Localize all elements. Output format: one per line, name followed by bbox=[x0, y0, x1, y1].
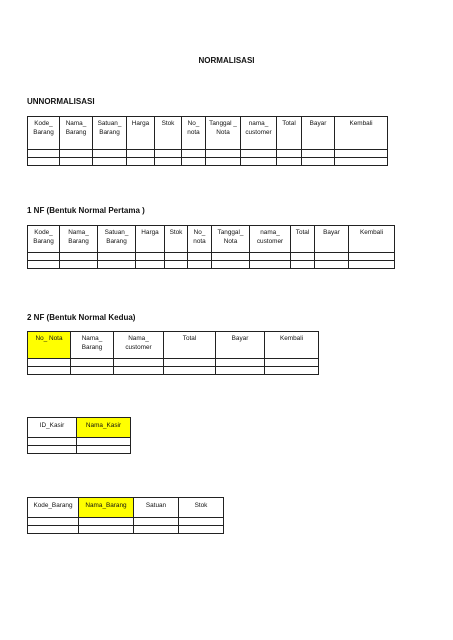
header-cell: Total bbox=[291, 226, 315, 253]
table-header-row bbox=[28, 498, 224, 518]
table-header-row bbox=[28, 418, 131, 438]
header-cell: nama_ customer bbox=[241, 117, 277, 150]
2nf-table bbox=[27, 331, 319, 375]
barang-table bbox=[27, 497, 224, 534]
header-cell: Stok bbox=[179, 498, 224, 518]
header-cell: Nama_ customer bbox=[114, 332, 164, 359]
table-header-row bbox=[28, 332, 319, 359]
header-cell: No_ nota bbox=[188, 226, 212, 253]
header-cell: Kembali bbox=[265, 332, 319, 359]
section-heading-1nf: 1 NF (Bentuk Normal Pertama ) bbox=[27, 206, 145, 215]
table-row bbox=[28, 518, 224, 526]
header-cell: Bayar bbox=[216, 332, 265, 359]
table-row bbox=[28, 526, 224, 534]
header-cell: Stok bbox=[155, 117, 182, 150]
table-row bbox=[28, 367, 319, 375]
header-cell: Harga bbox=[127, 117, 155, 150]
header-cell: Satuan_ Barang bbox=[98, 226, 136, 253]
header-cell: Total bbox=[164, 332, 216, 359]
table-row bbox=[28, 253, 395, 261]
table-row bbox=[28, 261, 395, 269]
header-cell-highlighted: No_ Nota bbox=[28, 332, 71, 359]
1nf-table bbox=[27, 225, 395, 269]
header-cell: Bayar bbox=[315, 226, 349, 253]
header-cell: Satuan bbox=[134, 498, 179, 518]
header-cell: Tanggal _ Nota bbox=[206, 117, 241, 150]
kasir-table bbox=[27, 417, 131, 454]
header-cell: Nama_ Barang bbox=[60, 226, 98, 253]
header-cell: Kembali bbox=[349, 226, 395, 253]
header-cell: Tanggal_ Nota bbox=[212, 226, 250, 253]
header-cell: Kode_Barang bbox=[28, 498, 79, 518]
unnormalisasi-table bbox=[27, 116, 388, 166]
header-cell: ID_Kasir bbox=[28, 418, 77, 438]
table-row bbox=[28, 359, 319, 367]
table-row bbox=[28, 150, 388, 158]
header-cell: Nama_ Barang bbox=[60, 117, 93, 150]
section-heading-unnormalisasi: UNNORMALISASI bbox=[27, 97, 95, 106]
header-cell: Total bbox=[277, 117, 302, 150]
table-header-row bbox=[28, 226, 395, 253]
header-cell-highlighted: Nama_Kasir bbox=[77, 418, 131, 438]
header-cell: Kembali bbox=[335, 117, 388, 150]
table-header-row bbox=[28, 117, 388, 150]
table-row bbox=[28, 438, 131, 446]
header-cell: No_ nota bbox=[182, 117, 206, 150]
header-cell: Kode_ Barang bbox=[28, 117, 60, 150]
table-row bbox=[28, 446, 131, 454]
document-title: NORMALISASI bbox=[198, 56, 255, 65]
header-cell: nama_ customer bbox=[250, 226, 291, 253]
header-cell: Harga bbox=[136, 226, 165, 253]
header-cell: Bayar bbox=[302, 117, 335, 150]
header-cell: Nama_ Barang bbox=[71, 332, 114, 359]
header-cell: Kode_ Barang bbox=[28, 226, 60, 253]
header-cell-highlighted: Nama_Barang bbox=[79, 498, 134, 518]
header-cell: Satuan_ Barang bbox=[93, 117, 127, 150]
header-cell: Stok bbox=[165, 226, 188, 253]
table-row bbox=[28, 158, 388, 166]
section-heading-2nf: 2 NF (Bentuk Normal Kedua) bbox=[27, 313, 136, 322]
